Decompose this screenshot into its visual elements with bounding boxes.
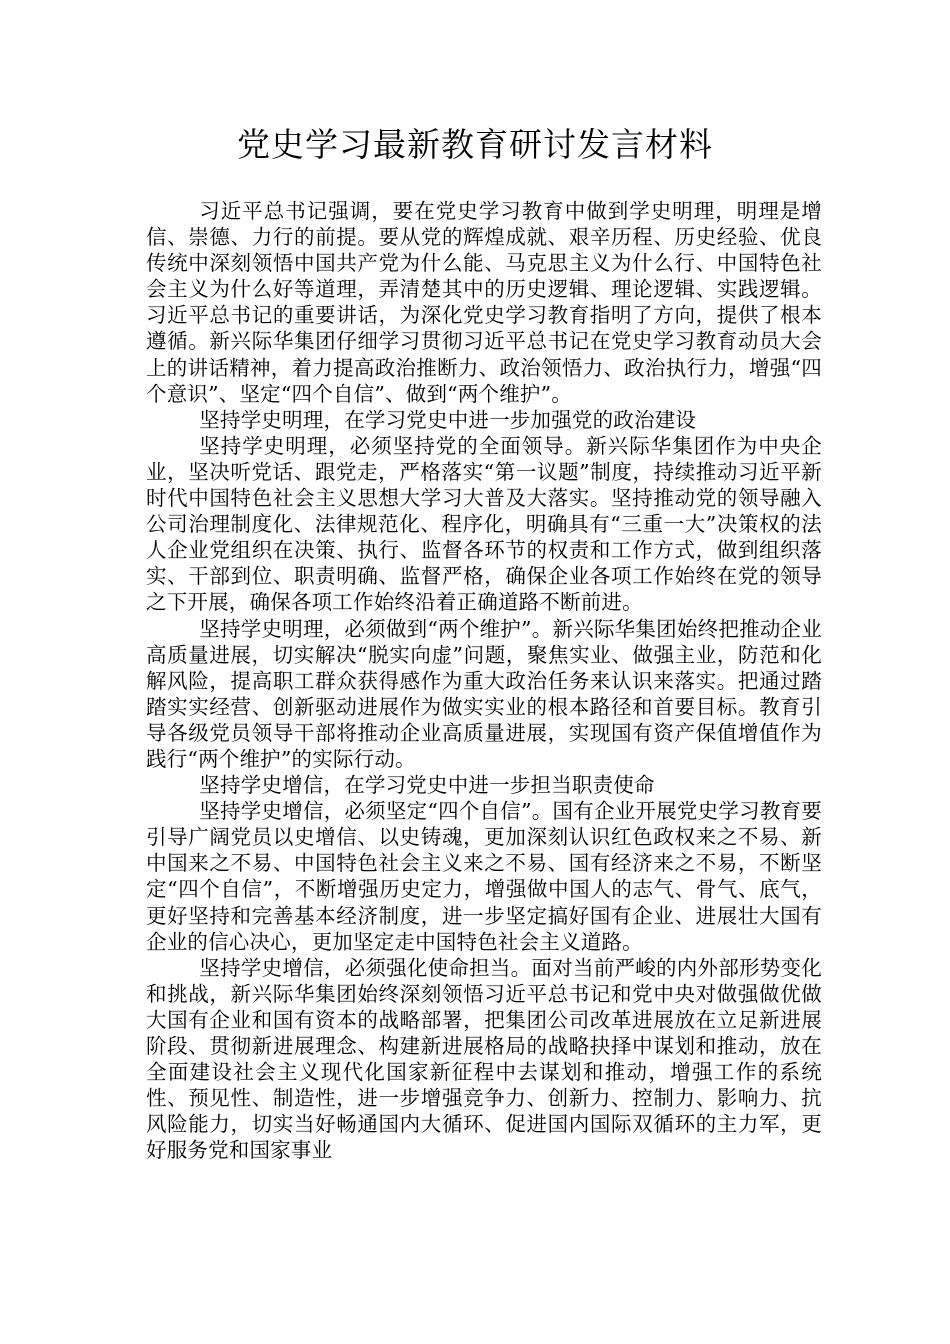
document-body (146, 198, 822, 1163)
paragraph: 坚持学史明理，必须做到“两个维护”。新兴际华集团始终把推动企业高质量进展，切实解决“脱实向虚”问题，聚焦实业、做强主业，防范和化解风险，提高职工群众获得感作为重大政治任务来认识来落实。把通过踏踏实实经营、创新驱动进展作为做实实业的根本路径和首要目标。教育引导各级党员领导干部将推动企业高质量进展，实现国有资产保值增值作为践行“两个维护”的实际行动。 (146, 616, 822, 771)
paragraph-intro: 习近平总书记强调，要在党史学习教育中做到学史明理，明理是增信、崇德、力行的前提。要从党的辉煌成就、艰辛历程、历史经验、优良传统中深刻领悟中国共产党为什么能、马克思主义为什么行、中国特色社会主义为什么好等道理，弄清楚其中的历史逻辑、理论逻辑、实践逻辑。习近平总书记的重要讲话，为深化党史学习教育指明了方向，提供了根本遵循。新兴际华集团仔细学习贯彻习近平总书记在党史学习教育动员大会上的讲话精神，着力提高政治推断力、政治领悟力、政治执行力，增强“四个意识”、坚定“四个自信”、做到“两个维护”。 (146, 199, 822, 406)
paragraph: 坚持学史增信，必须强化使命担当。面对当前严峻的内外部形势变化和挑战，新兴际华集团始终深刻领悟习近平总书记和党中央对做强做优做大国有企业和国有资本的战略部署，把集团公司改革进展放在立足新进展阶段、贯彻新进展理念、构建新进展格局的战略抉择中谋划和推动，放在全面建设社会主义现代化国家新征程中去谋划和推动，增强工作的系统性、预见性、制造性，进一步增强竞争力、创新力、控制力、影响力、抗风险能力，切实当好畅通国内大循环、促进国内国际双循环的主力军，更好服务党和国家事业 (146, 955, 822, 1163)
section-heading-1: 坚持学史明理，在学习党史中进一步加强党的政治建设 (199, 407, 697, 432)
section-heading-2: 坚持学史增信，在学习党史中进一步担当职责使命 (199, 773, 655, 798)
paragraph: 坚持学史增信，必须坚定“四个自信”。国有企业开展党史学习教育要引导广阔党员以史增信、以史铸魂，更加深刻认识红色政权来之不易、新中国来之不易、中国特色社会主义来之不易、国有经济来之不易，不断坚定“四个自信”，不断增强历史定力，增强做中国人的志气、骨气、底气，更好坚持和完善基本经济制度，进一步坚定搞好国有企业、进展壮大国有企业的信心决心，更加坚定走中国特色社会主义道路。 (146, 799, 822, 954)
document-title: 党史学习最新教育研讨发言材料 (237, 125, 713, 164)
paragraph: 坚持学史明理，必须坚持党的全面领导。新兴际华集团作为中央企业，坚决听党话、跟党走，严格落实“第一议题”制度，持续推动习近平新时代中国特色社会主义思想大学习大普及大落实。坚持推动党的领导融入公司治理制度化、法律规范化、程序化，明确具有“三重一大”决策权的法人企业党组织在决策、执行、监督各环节的权责和工作方式，做到组织落实、干部到位、职责明确、监督严格，确保企业各项工作始终在党的领导之下开展，确保各项工作始终沿着正确道路不断前进。 (146, 433, 822, 615)
